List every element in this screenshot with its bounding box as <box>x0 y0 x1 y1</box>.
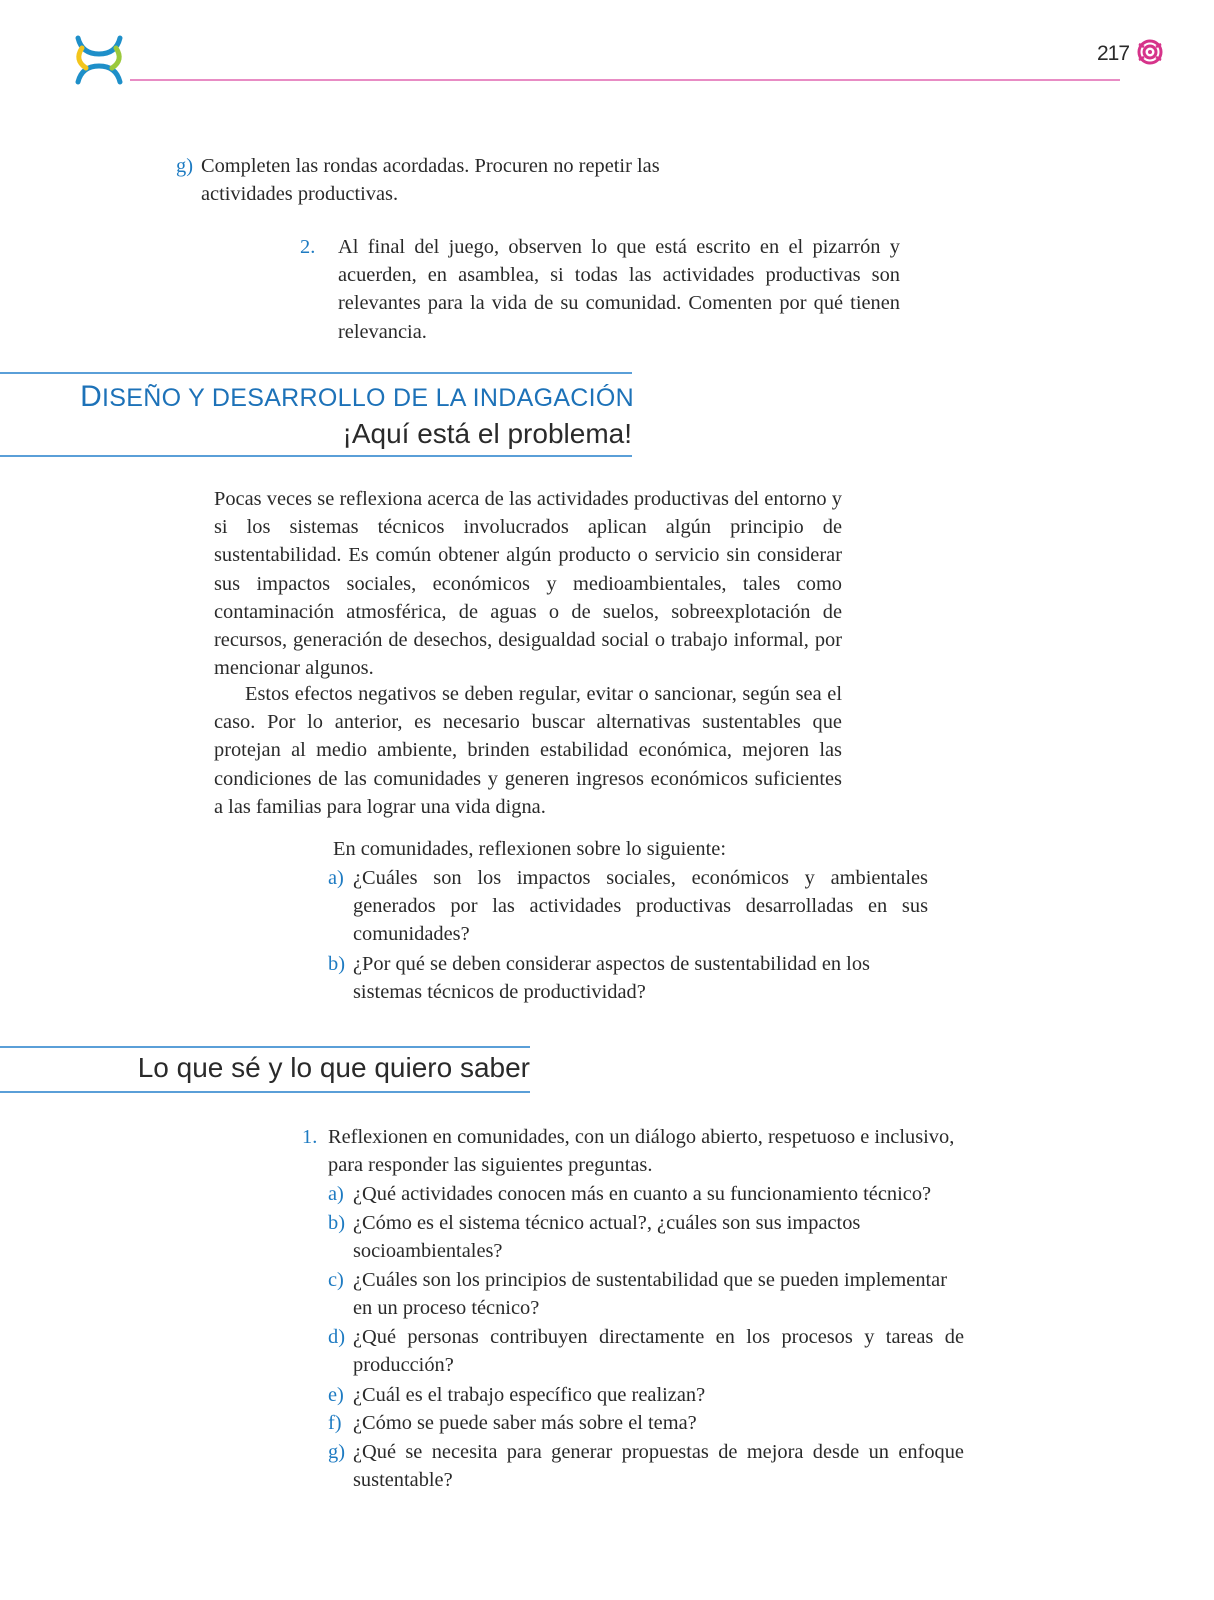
question-label: g) <box>328 1441 345 1463</box>
question-text: ¿Por qué se deben considerar aspectos de sustentabilidad en los sistemas técnicos de productividad? <box>353 953 870 1004</box>
header-rule <box>130 79 1120 81</box>
question-label: b) <box>328 1212 345 1234</box>
section-title: Lo que sé y lo que quiero saber <box>137 1052 530 1083</box>
question-text: ¿Cuáles son los impactos sociales, económicos y ambientales generados por las actividades productivas desarrolladas en sus comunidades? <box>353 867 928 946</box>
question-text: ¿Cuáles son los principios de sustentabilidad que se pueden implementar en un proceso técnico? <box>353 1269 948 1320</box>
list-item-g-top <box>176 152 754 208</box>
question-f <box>328 1409 964 1437</box>
question-label: f) <box>328 1412 342 1434</box>
question-text: ¿Cuál es el trabajo específico que realizan? <box>353 1384 706 1406</box>
paragraph: Estos efectos negativos se deben regular, evitar o sancionar, según sea el caso. Por lo anterior, es necesario buscar alternativas sustentables que protejan al medio ambiente, brinden estabilidad económica, mejoren las condiciones de las comunidades y generen ingresos económicos suficientes a las familias para lograr una vida digna. <box>214 683 842 818</box>
section-rule-top <box>0 372 632 374</box>
question-d <box>328 1323 964 1379</box>
ornament-icon <box>1136 38 1164 66</box>
list-item-1 <box>302 1123 964 1179</box>
question-label: a) <box>328 1183 344 1205</box>
book-logo-icon <box>72 34 126 86</box>
question-b <box>328 1209 964 1265</box>
question-label: d) <box>328 1326 345 1348</box>
section-rule-top <box>0 1046 530 1048</box>
section-title-initial: D <box>80 380 103 413</box>
section-rule-bottom <box>0 1091 530 1093</box>
section-title <box>80 380 634 414</box>
list-label: 2. <box>300 236 316 258</box>
list-item-2 <box>300 233 900 346</box>
list-label: 1. <box>302 1126 318 1148</box>
list-text: Completen las rondas acordadas. Procuren no repetir las actividades productivas. <box>201 155 660 206</box>
question-e <box>328 1381 964 1409</box>
question-text: ¿Qué personas contribuyen directamente en los procesos y tareas de producción? <box>353 1326 964 1377</box>
paragraph: Pocas veces se reflexiona acerca de las actividades productivas del entorno y si los sistemas técnicos involucrados aplican algún principio de sustentabilidad. Es común obtener algún producto o servicio sin considerar sus impactos sociales, económicos y medioambientales, tales como contaminación atmosférica, de aguas o de suelos, sobreexplotación de recursos, generación de desechos, desigualdad social o trabajo informal, por mencionar algunos. <box>214 488 842 680</box>
question-text: ¿Cómo se puede saber más sobre el tema? <box>353 1412 697 1434</box>
question-c <box>328 1266 964 1322</box>
question-g <box>328 1438 964 1494</box>
question-label: a) <box>328 867 344 889</box>
section-rule-bottom <box>0 455 632 457</box>
list-text: Al final del juego, observen lo que está escrito en el pizarrón y acuerden, en asamblea, si todas las actividades productivas son relevantes para la vida de su comunidad. Comenten por qué tienen relevancia. <box>338 236 900 343</box>
list-text: Reflexionen en comunidades, con un diálogo abierto, respetuoso e inclusivo, para responder las siguientes preguntas. <box>328 1126 955 1177</box>
question-text: ¿Cómo es el sistema técnico actual?, ¿cuáles son sus impactos socioambientales? <box>353 1212 861 1263</box>
question-a <box>328 864 928 949</box>
section-title-rest: ISEÑO Y DESARROLLO DE LA INDAGACIÓN <box>102 384 634 412</box>
section-subtitle: ¡Aquí está el problema! <box>342 418 632 449</box>
question-a <box>328 1180 964 1208</box>
question-label: c) <box>328 1269 344 1291</box>
question-text: ¿Qué actividades conocen más en cuanto a su funcionamiento técnico? <box>353 1183 932 1205</box>
question-label: b) <box>328 953 345 975</box>
prompt-text: En comunidades, reflexionen sobre lo siguiente: <box>333 838 726 860</box>
page-number: 217 <box>1097 42 1130 65</box>
question-label: e) <box>328 1384 344 1406</box>
question-text: ¿Qué se necesita para generar propuestas de mejora desde un enfoque sustentable? <box>353 1441 964 1492</box>
list-label: g) <box>176 155 193 177</box>
question-b <box>328 950 928 1006</box>
